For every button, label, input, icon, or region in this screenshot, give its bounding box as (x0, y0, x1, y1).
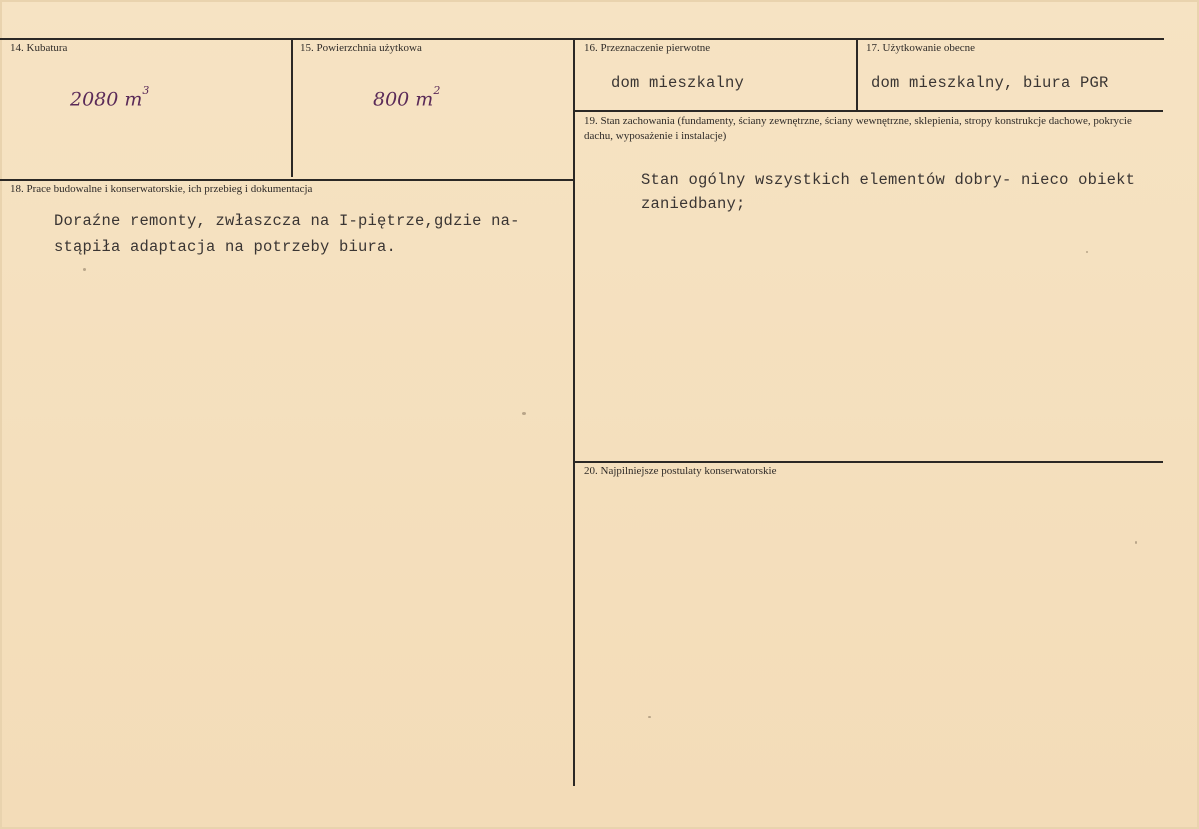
paper-speck (1086, 251, 1088, 253)
label-przeznaczenie: 16. Przeznaczenie pierwotne (584, 42, 711, 54)
paper-speck (1135, 541, 1137, 544)
label-powierzchnia: 15. Powierzchnia użytkowa (300, 42, 422, 54)
paper-speck (522, 412, 526, 415)
value-przeznaczenie: dom mieszkalny (611, 74, 745, 92)
top-rule (0, 38, 1164, 40)
paper-speck (83, 268, 86, 271)
value-powierzchnia: 800 $m^2$ (373, 84, 441, 111)
rule-above-20 (575, 461, 1163, 463)
value-uzytkowanie: dom mieszkalny, biura PGR (871, 74, 1109, 92)
divider-14-15 (291, 38, 293, 177)
paper-speck (648, 716, 651, 718)
rule-below-14-15 (0, 179, 573, 181)
text-prace-line-2: stąpiła adaptacja na potrzeby biura. (54, 238, 397, 256)
label-kubatura: 14. Kubatura (10, 42, 68, 54)
center-divider (573, 38, 575, 786)
label-stan-zachowania: 19. Stan zachowania (fundamenty, ściany zewnętrzne, ściany wewnętrzne, sklepienia, stropy konstrukcje dachowe, pokrycie dachu, wyposażenie i instalacje) (584, 115, 1132, 142)
text-stan-line-1: Stan ogólny wszystkich elementów dobry- nieco obiekt (641, 171, 1136, 189)
label-uzytkowanie: 17. Użytkowanie obecne (866, 42, 976, 54)
value-kubatura: 2080 $m^3$ (70, 84, 150, 111)
text-prace-line-1: Doraźne remonty, zwłaszcza na I-piętrze,gdzie na- (54, 212, 520, 230)
label-prace: 18. Prace budowalne i konserwatorskie, ich przebieg i dokumentacja (10, 183, 313, 195)
label-postulaty: 20. Najpilniejsze postulaty konserwatorskie (584, 465, 777, 477)
rule-below-16-17 (575, 110, 1163, 112)
divider-16-17 (856, 38, 858, 110)
text-stan-line-2: zaniedbany; (641, 195, 746, 213)
